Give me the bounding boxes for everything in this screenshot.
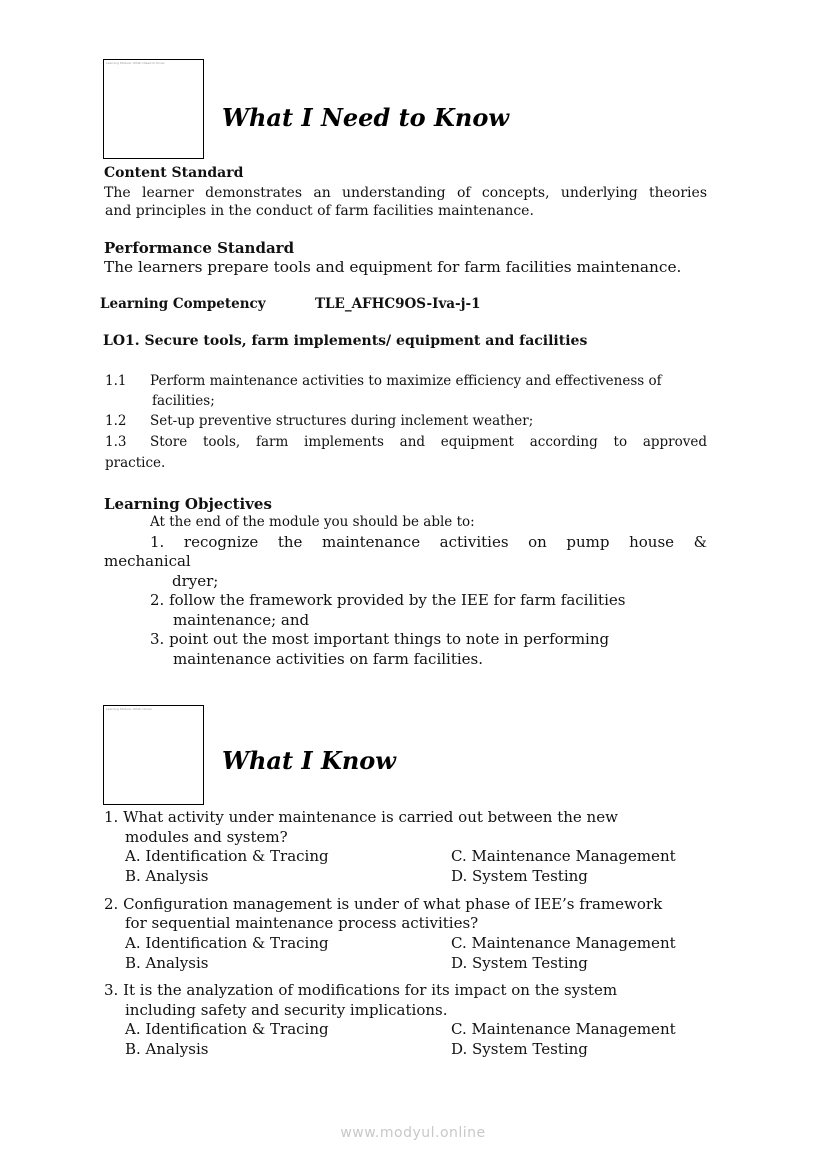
lo-item-number: 1.3	[105, 434, 127, 450]
objective-1-line3: dryer;	[172, 572, 219, 590]
lo-item-number: 1.1	[105, 373, 127, 389]
objective-1-line2: mechanical	[104, 552, 191, 570]
lo-item-text-cont: practice.	[105, 455, 166, 471]
icon-caption: Learning Module: What I Need to Know	[106, 61, 165, 65]
section-icon-what-i-know	[103, 705, 204, 805]
objective-1-line1: 1. recognize the maintenance activities on pump house &	[150, 533, 707, 551]
question-2-line2: for sequential maintenance process activities?	[125, 914, 479, 932]
question-1-line2: modules and system?	[125, 828, 288, 846]
question-3-option-a: A. Identification & Tracing	[125, 1020, 329, 1038]
question-3-option-d: D. System Testing	[451, 1040, 588, 1058]
learning-competency-label: Learning Competency	[100, 296, 266, 312]
question-2-option-a: A. Identification & Tracing	[125, 934, 329, 952]
question-2-option-c: C. Maintenance Management	[451, 934, 676, 952]
question-3-option-b: B. Analysis	[125, 1040, 209, 1058]
section-icon-what-i-need-to-know	[103, 59, 204, 159]
watermark: www.modyul.online	[340, 1125, 486, 1141]
objective-3-line1: 3. point out the most important things to note in performing	[150, 630, 610, 648]
lo-item-text-cont: facilities;	[152, 393, 215, 409]
lo-item-number: 1.2	[105, 413, 127, 429]
lo-item-text: Store tools, farm implements and equipment according to approved	[150, 434, 707, 450]
performance-standard-heading: Performance Standard	[104, 239, 295, 257]
objectives-intro: At the end of the module you should be able to:	[150, 514, 475, 530]
question-1-option-b: B. Analysis	[125, 867, 209, 885]
learning-objectives-heading: Learning Objectives	[104, 495, 272, 513]
learning-competency-code: TLE_AFHC9OS-Iva-j-1	[315, 296, 481, 312]
question-2-line1: 2. Configuration management is under of what phase of IEE’s framework	[104, 895, 663, 913]
question-1-option-c: C. Maintenance Management	[451, 847, 676, 865]
objective-2-line2: maintenance; and	[173, 611, 310, 629]
question-1-option-a: A. Identification & Tracing	[125, 847, 329, 865]
question-3-line1: 3. It is the analyzation of modifications for its impact on the system	[104, 981, 618, 999]
question-3-line2: including safety and security implications.	[125, 1001, 448, 1019]
question-2-option-b: B. Analysis	[125, 954, 209, 972]
objective-2-line1: 2. follow the framework provided by the IEE for farm facilities	[150, 591, 626, 609]
icon-caption: Learning Module: What I Know	[106, 707, 152, 711]
content-standard-line1: The learner demonstrates an understanding of concepts, underlying theories	[104, 185, 707, 201]
section-title-what-i-know: What I Know	[222, 746, 396, 775]
performance-standard-text: The learners prepare tools and equipment for farm facilities maintenance.	[104, 258, 682, 276]
content-standard-heading: Content Standard	[104, 165, 244, 181]
lo-item-text: Perform maintenance activities to maximize efficiency and effectiveness of	[150, 373, 662, 389]
lo-item-text: Set-up preventive structures during inclement weather;	[150, 413, 534, 429]
section-title-what-i-need-to-know: What I Need to Know	[222, 103, 510, 132]
content-standard-line2: and principles in the conduct of farm facilities maintenance.	[105, 203, 534, 219]
question-1-line1: 1. What activity under maintenance is carried out between the new	[104, 808, 618, 826]
lo1-heading: LO1. Secure tools, farm implements/ equipment and facilities	[103, 333, 588, 349]
question-3-option-c: C. Maintenance Management	[451, 1020, 676, 1038]
objective-3-line2: maintenance activities on farm facilities.	[173, 650, 484, 668]
question-1-option-d: D. System Testing	[451, 867, 588, 885]
question-2-option-d: D. System Testing	[451, 954, 588, 972]
